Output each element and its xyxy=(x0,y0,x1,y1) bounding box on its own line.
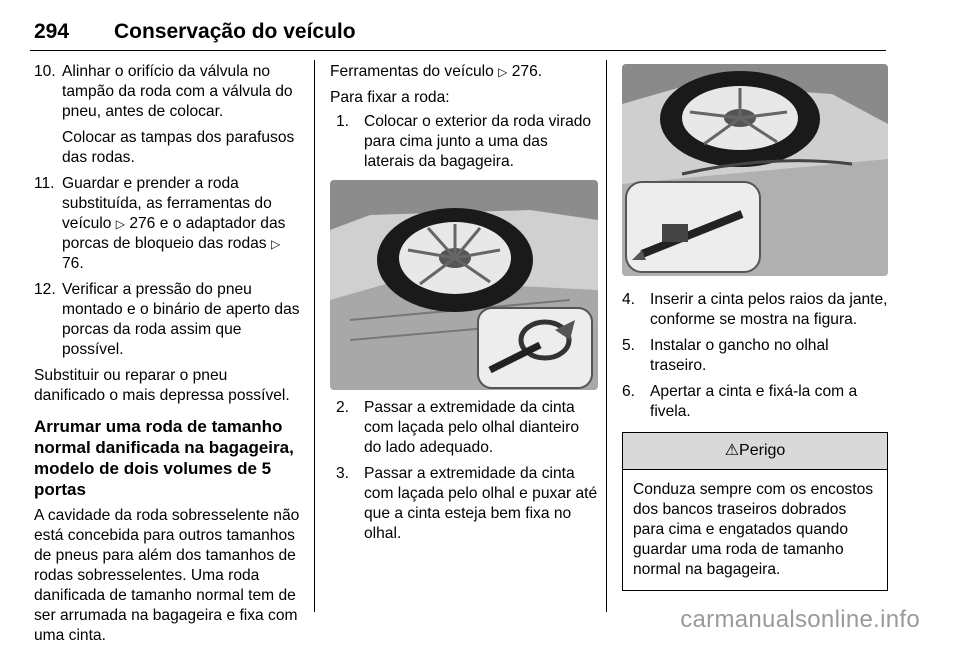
warning-header xyxy=(623,433,887,470)
item-number: 12. xyxy=(34,281,56,298)
page-ref-link[interactable]: 276 xyxy=(129,215,156,232)
column-2 xyxy=(330,62,598,544)
item-number: 11. xyxy=(34,175,55,192)
list-item xyxy=(622,336,888,376)
item-text: Colocar o exterior da roda virado para cima junto a uma das laterais da bagageira. xyxy=(364,113,592,170)
intro-text: Para fixar a roda: xyxy=(330,89,450,106)
item-text: Inserir a cinta pelos raios da jante, conforme se mostra na figura. xyxy=(650,291,888,328)
warning-triangle-icon: ⚠ xyxy=(724,442,740,459)
watermark: carmanualsonline.info xyxy=(680,606,920,633)
item-text: Apertar a cinta e fixá-la com a fivela. xyxy=(650,383,858,420)
page-title: Conservação do veículo xyxy=(114,20,356,43)
item-number: 4. xyxy=(622,291,636,308)
replace-note: Substituir ou reparar o pneu danificado o mais depressa possível. xyxy=(34,367,290,404)
item-number: 10. xyxy=(34,63,56,80)
item-text: Passar a extremidade da cinta com laçada pelo olhal dianteiro do lado adequado. xyxy=(364,399,579,456)
item-number: 6. xyxy=(622,383,636,400)
list-item xyxy=(34,62,302,168)
arrow-right-icon: ▷ xyxy=(270,237,281,251)
tools-ref: Ferramentas do veículo ▷ 276. xyxy=(330,63,543,80)
column-3 xyxy=(622,64,888,591)
item-text: Instalar o gancho no olhal traseiro. xyxy=(650,337,829,374)
item-number: 1. xyxy=(336,113,350,130)
item-number: 5. xyxy=(622,337,636,354)
trunk-wheel-illustration-1 xyxy=(330,180,598,390)
trunk-wheel-illustration-2 xyxy=(622,64,888,276)
list-item xyxy=(336,464,598,544)
item-number: 2. xyxy=(336,399,350,416)
list-item xyxy=(336,398,598,458)
list-item xyxy=(34,174,302,274)
item-text: Guardar e prender a roda substituída, as ferramentas do veículo ▷ 276 e o adaptador das porcas de bloqueio das rodas ▷ 76. xyxy=(62,175,286,272)
column-divider xyxy=(314,60,315,612)
column-divider xyxy=(606,60,607,612)
item-text: Passar a extremidade da cinta com laçada pelo olhal e puxar até que a cinta esteja bem fixa no olhal. xyxy=(364,465,598,542)
page-number: 294 xyxy=(34,20,70,43)
list-item xyxy=(622,382,888,422)
section-heading: Arrumar uma roda de tamanho normal danificada na bagageira, modelo de dois volumes de 5 portas xyxy=(34,417,294,499)
warning-text: Conduza sempre com os encostos dos bancos traseiros dobrados para cima e engatados quando guardar uma roda de tamanho normal na bagageira. xyxy=(633,481,874,578)
column-1 xyxy=(34,62,302,646)
arrow-right-icon: ▷ xyxy=(498,65,508,79)
list-item xyxy=(34,280,302,360)
warning-box xyxy=(622,432,888,591)
list-item xyxy=(336,112,598,172)
page-ref-link[interactable]: 276. xyxy=(511,63,543,80)
arrow-right-icon: ▷ xyxy=(115,217,125,231)
warning-title: Perigo xyxy=(739,442,786,459)
item-number: 3. xyxy=(336,465,350,482)
section-paragraph: A cavidade da roda sobresselente não está concebida para outros tamanhos de pneus para além dos tamanhos de rodas sobresselentes. Uma roda danificada de tamanho normal tem de ser arrumada na bagageira e fixa com uma cinta. xyxy=(34,507,300,644)
page-ref-link[interactable]: 76. xyxy=(62,255,84,272)
item-text: Alinhar o orifício da válvula no tampão da roda com a válvula do pneu, antes de colocar. xyxy=(62,63,293,120)
list-item xyxy=(622,290,888,330)
item-subtext: Colocar as tampas dos parafusos das rodas. xyxy=(62,129,295,166)
page-header xyxy=(30,12,886,51)
item-text: Verificar a pressão do pneu montado e o binário de aperto das porcas da roda assim que possível. xyxy=(62,281,300,358)
